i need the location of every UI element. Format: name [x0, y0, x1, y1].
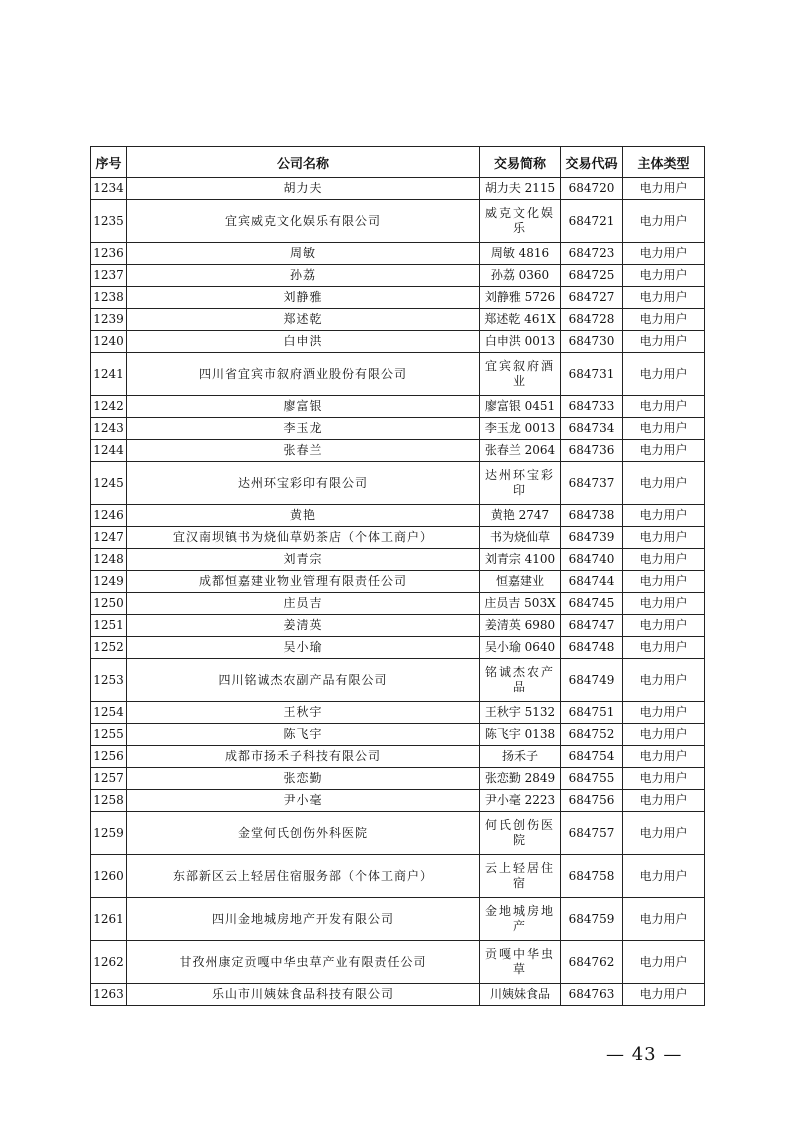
cell-trade-code: 684763: [561, 984, 623, 1006]
cell-company-name: 庄员吉: [127, 593, 480, 615]
cell-trade-code: 684727: [561, 287, 623, 309]
cell-serial: 1247: [91, 527, 127, 549]
cell-trade-short-name: 庄员吉 503X: [480, 593, 561, 615]
cell-entity-type: 电力用户: [623, 984, 705, 1006]
cell-serial: 1255: [91, 724, 127, 746]
cell-trade-code: 684749: [561, 659, 623, 702]
table-row: [91, 396, 705, 418]
cell-trade-code: 684733: [561, 396, 623, 418]
cell-trade-code: 684734: [561, 418, 623, 440]
cell-company-name: 陈飞宇: [127, 724, 480, 746]
table-row: [91, 178, 705, 200]
cell-trade-short-name: 威克文化娱乐: [480, 200, 561, 243]
cell-serial: 1245: [91, 462, 127, 505]
cell-serial: 1239: [91, 309, 127, 331]
table-row: [91, 243, 705, 265]
cell-company-name: 张春兰: [127, 440, 480, 462]
cell-serial: 1253: [91, 659, 127, 702]
table-row: [91, 615, 705, 637]
cell-company-name: 四川金地城房地产开发有限公司: [127, 898, 480, 941]
cell-trade-code: 684756: [561, 790, 623, 812]
cell-serial: 1263: [91, 984, 127, 1006]
cell-trade-code: 684728: [561, 309, 623, 331]
cell-trade-short-name: 达州环宝彩印: [480, 462, 561, 505]
cell-company-name: 四川省宜宾市叙府酒业股份有限公司: [127, 353, 480, 396]
cell-trade-code: 684744: [561, 571, 623, 593]
cell-trade-short-name: 尹小毫 2223: [480, 790, 561, 812]
cell-trade-short-name: 刘静雅 5726: [480, 287, 561, 309]
table-row: [91, 855, 705, 898]
cell-trade-short-name: 书为烧仙草: [480, 527, 561, 549]
cell-trade-short-name: 郑述乾 461X: [480, 309, 561, 331]
table-row: [91, 812, 705, 855]
cell-trade-code: 684759: [561, 898, 623, 941]
cell-serial: 1254: [91, 702, 127, 724]
cell-trade-short-name: 黄艳 2747: [480, 505, 561, 527]
cell-trade-code: 684748: [561, 637, 623, 659]
cell-trade-short-name: 恒嘉建业: [480, 571, 561, 593]
table-row: [91, 200, 705, 243]
cell-company-name: 胡力夫: [127, 178, 480, 200]
header-trade-code: 交易代码: [561, 147, 623, 178]
cell-trade-code: 684747: [561, 615, 623, 637]
cell-company-name: 郑述乾: [127, 309, 480, 331]
cell-trade-short-name: 川姨妹食品: [480, 984, 561, 1006]
cell-trade-short-name: 白申洪 0013: [480, 331, 561, 353]
cell-entity-type: 电力用户: [623, 549, 705, 571]
cell-trade-code: 684755: [561, 768, 623, 790]
cell-serial: 1237: [91, 265, 127, 287]
cell-entity-type: 电力用户: [623, 724, 705, 746]
page-number: — 43 —: [606, 1044, 683, 1065]
cell-serial: 1257: [91, 768, 127, 790]
cell-company-name: 东部新区云上轻居住宿服务部（个体工商户）: [127, 855, 480, 898]
table-row: [91, 593, 705, 615]
table-row: [91, 659, 705, 702]
cell-serial: 1258: [91, 790, 127, 812]
cell-company-name: 宜宾威克文化娱乐有限公司: [127, 200, 480, 243]
cell-serial: 1250: [91, 593, 127, 615]
cell-entity-type: 电力用户: [623, 462, 705, 505]
cell-serial: 1259: [91, 812, 127, 855]
cell-entity-type: 电力用户: [623, 200, 705, 243]
table-row: [91, 724, 705, 746]
cell-trade-code: 684736: [561, 440, 623, 462]
cell-company-name: 金堂何氏创伤外科医院: [127, 812, 480, 855]
table-row: [91, 505, 705, 527]
cell-serial: 1251: [91, 615, 127, 637]
cell-entity-type: 电力用户: [623, 659, 705, 702]
cell-trade-code: 684751: [561, 702, 623, 724]
cell-serial: 1236: [91, 243, 127, 265]
cell-trade-code: 684723: [561, 243, 623, 265]
cell-entity-type: 电力用户: [623, 287, 705, 309]
cell-trade-short-name: 刘青宗 4100: [480, 549, 561, 571]
cell-company-name: 白申洪: [127, 331, 480, 353]
header-entity-type: 主体类型: [623, 147, 705, 178]
cell-company-name: 成都恒嘉建业物业管理有限责任公司: [127, 571, 480, 593]
cell-company-name: 张恋勤: [127, 768, 480, 790]
cell-entity-type: 电力用户: [623, 790, 705, 812]
cell-entity-type: 电力用户: [623, 178, 705, 200]
cell-entity-type: 电力用户: [623, 615, 705, 637]
cell-trade-code: 684762: [561, 941, 623, 984]
cell-trade-short-name: 李玉龙 0013: [480, 418, 561, 440]
cell-entity-type: 电力用户: [623, 309, 705, 331]
table-row: [91, 418, 705, 440]
table-row: [91, 984, 705, 1006]
cell-trade-code: 684739: [561, 527, 623, 549]
cell-trade-code: 684737: [561, 462, 623, 505]
cell-trade-short-name: 陈飞宇 0138: [480, 724, 561, 746]
cell-company-name: 宜汉南坝镇书为烧仙草奶茶店（个体工商户）: [127, 527, 480, 549]
cell-trade-short-name: 扬禾子: [480, 746, 561, 768]
cell-trade-short-name: 胡力夫 2115: [480, 178, 561, 200]
header-serial: 序号: [91, 147, 127, 178]
cell-serial: 1242: [91, 396, 127, 418]
cell-trade-short-name: 吴小瑜 0640: [480, 637, 561, 659]
cell-trade-code: 684754: [561, 746, 623, 768]
cell-entity-type: 电力用户: [623, 702, 705, 724]
cell-company-name: 尹小毫: [127, 790, 480, 812]
table-row: [91, 353, 705, 396]
cell-entity-type: 电力用户: [623, 396, 705, 418]
cell-trade-code: 684721: [561, 200, 623, 243]
cell-trade-code: 684720: [561, 178, 623, 200]
cell-trade-short-name: 孙荔 0360: [480, 265, 561, 287]
cell-trade-short-name: 张春兰 2064: [480, 440, 561, 462]
cell-trade-code: 684731: [561, 353, 623, 396]
header-company-name: 公司名称: [127, 147, 480, 178]
table-row: [91, 571, 705, 593]
cell-entity-type: 电力用户: [623, 898, 705, 941]
cell-company-name: 乐山市川姨妹食品科技有限公司: [127, 984, 480, 1006]
cell-entity-type: 电力用户: [623, 855, 705, 898]
cell-serial: 1262: [91, 941, 127, 984]
cell-company-name: 黄艳: [127, 505, 480, 527]
table-row: [91, 941, 705, 984]
cell-company-name: 甘孜州康定贡嘎中华虫草产业有限责任公司: [127, 941, 480, 984]
cell-entity-type: 电力用户: [623, 593, 705, 615]
table-row: [91, 440, 705, 462]
cell-company-name: 达州环宝彩印有限公司: [127, 462, 480, 505]
table-row: [91, 768, 705, 790]
table-row: [91, 527, 705, 549]
table-row: [91, 746, 705, 768]
cell-serial: 1234: [91, 178, 127, 200]
cell-trade-code: 684758: [561, 855, 623, 898]
cell-entity-type: 电力用户: [623, 527, 705, 549]
cell-entity-type: 电力用户: [623, 353, 705, 396]
cell-trade-short-name: 贡嘎中华虫草: [480, 941, 561, 984]
table-row: [91, 309, 705, 331]
cell-company-name: 吴小瑜: [127, 637, 480, 659]
cell-trade-short-name: 铭诚杰农产品: [480, 659, 561, 702]
cell-entity-type: 电力用户: [623, 637, 705, 659]
cell-serial: 1249: [91, 571, 127, 593]
cell-trade-short-name: 姜清英 6980: [480, 615, 561, 637]
table-body: [91, 178, 705, 1006]
cell-serial: 1252: [91, 637, 127, 659]
table-row: [91, 287, 705, 309]
cell-serial: 1256: [91, 746, 127, 768]
cell-company-name: 周敏: [127, 243, 480, 265]
table-row: [91, 549, 705, 571]
cell-trade-code: 684740: [561, 549, 623, 571]
header-trade-short-name: 交易简称: [480, 147, 561, 178]
cell-trade-code: 684730: [561, 331, 623, 353]
cell-serial: 1235: [91, 200, 127, 243]
table-row: [91, 898, 705, 941]
cell-entity-type: 电力用户: [623, 571, 705, 593]
cell-trade-short-name: 云上轻居住宿: [480, 855, 561, 898]
table-row: [91, 790, 705, 812]
cell-serial: 1244: [91, 440, 127, 462]
cell-trade-short-name: 周敏 4816: [480, 243, 561, 265]
table-header-row: [91, 147, 705, 178]
cell-company-name: 成都市扬禾子科技有限公司: [127, 746, 480, 768]
cell-trade-code: 684757: [561, 812, 623, 855]
cell-trade-short-name: 廖富银 0451: [480, 396, 561, 418]
cell-serial: 1238: [91, 287, 127, 309]
cell-company-name: 四川铭诚杰农副产品有限公司: [127, 659, 480, 702]
cell-serial: 1261: [91, 898, 127, 941]
cell-serial: 1243: [91, 418, 127, 440]
cell-trade-short-name: 宜宾叙府酒业: [480, 353, 561, 396]
cell-company-name: 刘青宗: [127, 549, 480, 571]
cell-entity-type: 电力用户: [623, 265, 705, 287]
cell-trade-short-name: 金地城房地产: [480, 898, 561, 941]
cell-serial: 1260: [91, 855, 127, 898]
cell-trade-code: 684745: [561, 593, 623, 615]
table-row: [91, 331, 705, 353]
cell-entity-type: 电力用户: [623, 812, 705, 855]
cell-entity-type: 电力用户: [623, 768, 705, 790]
table-row: [91, 265, 705, 287]
cell-company-name: 廖富银: [127, 396, 480, 418]
cell-serial: 1241: [91, 353, 127, 396]
cell-entity-type: 电力用户: [623, 941, 705, 984]
table-row: [91, 637, 705, 659]
company-list-table: [90, 146, 705, 1006]
cell-trade-code: 684725: [561, 265, 623, 287]
cell-entity-type: 电力用户: [623, 505, 705, 527]
cell-entity-type: 电力用户: [623, 331, 705, 353]
cell-trade-short-name: 张恋勤 2849: [480, 768, 561, 790]
cell-company-name: 孙荔: [127, 265, 480, 287]
cell-entity-type: 电力用户: [623, 418, 705, 440]
cell-serial: 1246: [91, 505, 127, 527]
cell-company-name: 刘静雅: [127, 287, 480, 309]
cell-company-name: 王秋宇: [127, 702, 480, 724]
cell-entity-type: 电力用户: [623, 243, 705, 265]
cell-entity-type: 电力用户: [623, 746, 705, 768]
table-row: [91, 462, 705, 505]
cell-serial: 1248: [91, 549, 127, 571]
cell-trade-code: 684752: [561, 724, 623, 746]
cell-entity-type: 电力用户: [623, 440, 705, 462]
table-row: [91, 702, 705, 724]
cell-trade-short-name: 何氏创伤医院: [480, 812, 561, 855]
cell-company-name: 姜清英: [127, 615, 480, 637]
cell-company-name: 李玉龙: [127, 418, 480, 440]
cell-serial: 1240: [91, 331, 127, 353]
cell-trade-short-name: 王秋宇 5132: [480, 702, 561, 724]
cell-trade-code: 684738: [561, 505, 623, 527]
